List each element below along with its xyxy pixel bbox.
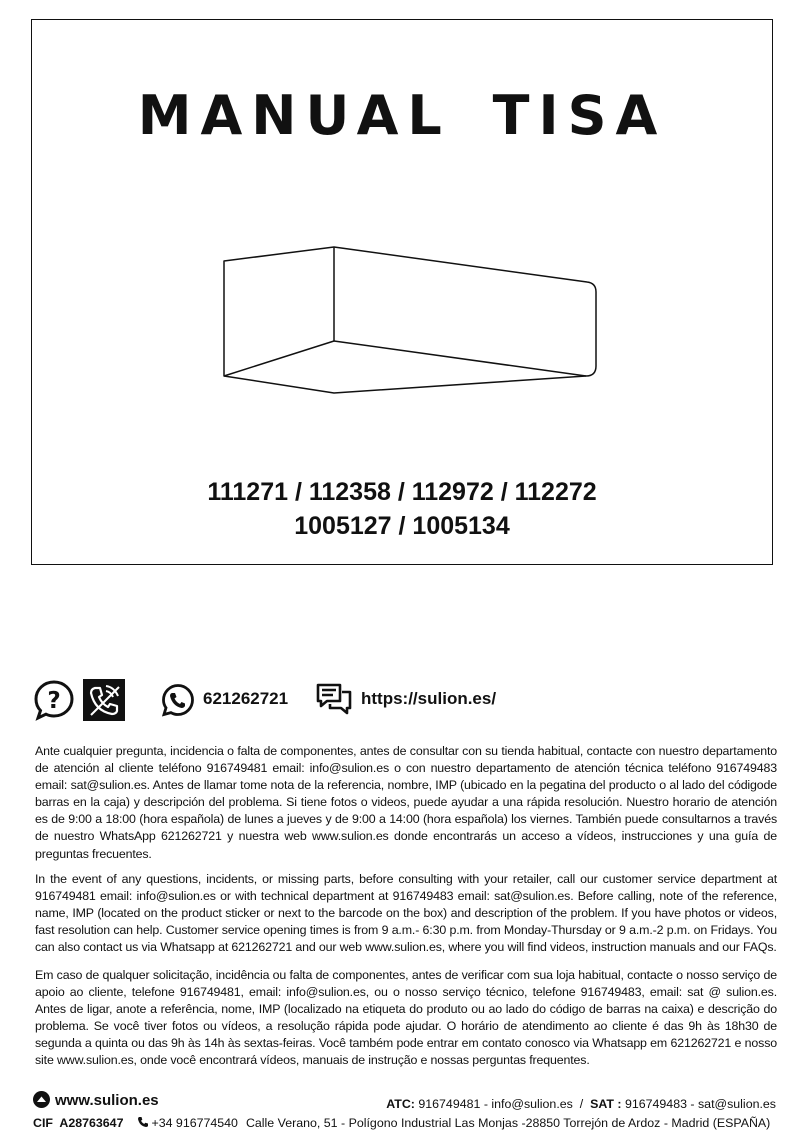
telephone-icon [137, 1116, 149, 1128]
company-phone: +34 916774540 [151, 1116, 238, 1130]
footer-contacts [386, 1097, 776, 1111]
company-address: Calle Verano, 51 - Polígono Industrial Las Monjas -28850 Torrejón de Ardoz - Madrid (ESPAÑA) [245, 1116, 771, 1130]
footer-company [33, 1116, 770, 1130]
svg-text:?: ? [47, 688, 61, 714]
sat-label: SAT : [590, 1097, 622, 1111]
website-link[interactable]: https://sulion.es/ [361, 689, 497, 708]
atc-value: 916749481 - info@sulion.es / [414, 1097, 591, 1111]
cover-frame [31, 19, 773, 565]
chat-icon [316, 682, 352, 716]
paragraph-portuguese: Em caso de qualquer solicitação, incidência ou falta de componentes, antes de verificar com sua loja habitual, contacte o nosso serviço de apoio ao cliente, telefone 916749481, email: info@sulion.es, ou o nosso serviço técnico, telefone 916749483, email: sat @ sulion.es. Antes de ligar, anote a referência, nome, IMP (localizado na etiqueta do produto ou ao lado do código de barras na caixa) e descrição do problema. Se você tiver fotos ou vídeos, a resolução rápida pode ajudar. O horário de atendimento ao cliente é das 9h às 18h30 de segunda a quinta ou das 9h às 14h às sextas-feiras. Você também pode entrar em contato conosco via Whatsapp em 621262721 e nosso site www.sulion.es, onde você encontrará vídeos, manuais de instrução e nossas perguntas frequentes. [35, 968, 777, 1068]
contact-row [33, 679, 773, 721]
sat-value: 916749483 - sat@sulion.es [621, 1097, 776, 1111]
paragraph-english: In the event of any questions, incidents, or missing parts, before consulting with your retailer, call our customer service department at 916749481 email: info@sulion.es or with technical department at 916749483 email: sat@sulion.es. Before calling, note of the reference, name, IMP (located on the product sticker or next to the barcode on the box) and description of the problem. If you have photos or videos, fast resolution can help. Customer service opening times is from 9 a.m.- 6:30 p.m. from Monday-Thursday or 9 a.m.-2 p.m. on Fridays. You can also contact us via Whatsapp at 621262721 and our web www.sulion.es, where you will find videos, instruction manuals and our FAQs. [35, 872, 777, 955]
product-illustration [222, 230, 642, 400]
footer-site-link[interactable]: www.sulion.es [55, 1092, 159, 1109]
codes-line-2: 1005127 / 1005134 [294, 512, 510, 540]
footer-site [33, 1091, 159, 1109]
cif-number: CIF A28763647 [33, 1116, 124, 1130]
question-icon [33, 679, 75, 721]
sulion-logo-icon [33, 1091, 50, 1108]
manual-title: MANUAL TISA [137, 84, 667, 147]
whatsapp-icon [161, 683, 195, 717]
codes-line-1: 111271 / 112358 / 112972 / 112272 [207, 478, 597, 506]
atc-label: ATC: [386, 1097, 415, 1111]
paragraph-spanish: Ante cualquier pregunta, incidencia o falta de componentes, antes de consultar con su tienda habitual, contacte con nuestro departamento de atención al cliente teléfono 916749481 email: info@sulion.es o con nuestro departamento de atención técnica teléfono 916749483 email: sat@sulion.es. Antes de llamar tome nota de la referencia, nombre, IMP (ubicado en la pegatina del producto o al lado del códigode barras en la caja) y descripción del problema. Si tiene fotos o videos, puede ayudar a una rápida resolución. Nuestro horario de atención es de 9:00 a 18:00 (hora española) de lunes a jueves y de 9:00 a 14:00 (hora española) los viernes. También puede consultarnos a través de nuestro WhatsApp 621262721 y nuestra web www.sulion.es donde encontrarás un acceso a vídeos, instrucciones y una guía de preguntas frecuentes. [35, 744, 777, 861]
whatsapp-number: 621262721 [203, 689, 289, 708]
product-codes [32, 475, 772, 543]
phone-support-icon [83, 679, 125, 721]
